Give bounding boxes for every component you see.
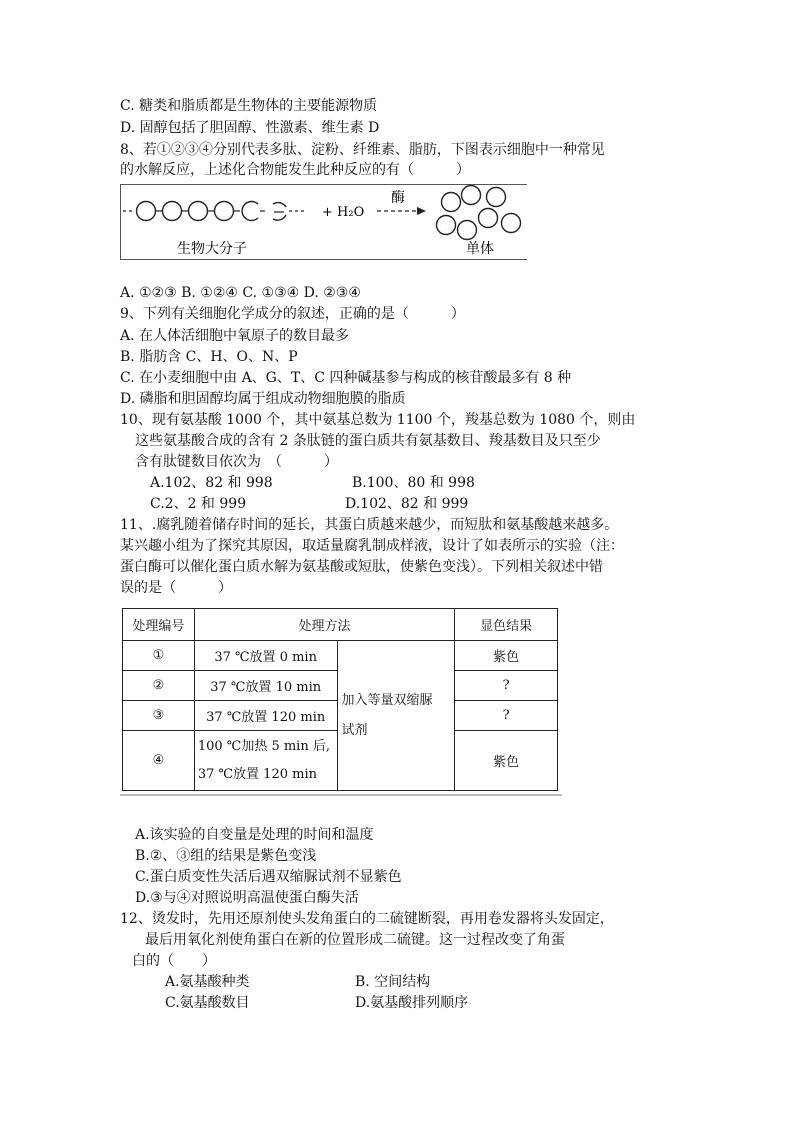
question-11-option-d: D.③与④对照说明高温使蛋白酶失活 xyxy=(135,890,359,906)
table-cell: 37 ℃放置 120 min xyxy=(194,701,337,731)
free-monomer xyxy=(502,214,521,233)
question-12-option-a: A.氨基酸种类 xyxy=(165,974,250,990)
monomer-circle xyxy=(189,202,208,221)
table-cell: ① xyxy=(123,641,195,671)
question-12-option-b: B. 空间结构 xyxy=(355,974,431,990)
free-monomer xyxy=(487,188,506,207)
question-10-line-1: 10、现有氨基酸 1000 个，其中氨基总数为 1100 个，羧基总数为 1080 个，则由 xyxy=(120,412,636,428)
question-11-line-1: 11、.腐乳随着储存时间的延长，其蛋白质越来越少，而短肽和氨基酸越来越多。 xyxy=(120,517,619,533)
question-12-line-1: 12、烫发时，先用还原剂使头发角蛋白的二硫键断裂，再用卷发器将头发固定， xyxy=(120,911,614,927)
option-c-line: C. 糖类和脂质都是生物体的主要能源物质 xyxy=(120,98,378,114)
question-10-option-d: D.102、82 和 999 xyxy=(345,496,469,512)
breaking-arc-top xyxy=(273,203,286,207)
question-8-options: A. ①②③ B. ①②④ C. ①③④ D. ②③④ xyxy=(120,285,361,301)
question-9-option-d: D. 磷脂和胆固醇均属于组成动物细胞膜的脂质 xyxy=(120,391,406,407)
reagent-line-1: 加入等量双缩脲 xyxy=(341,692,433,708)
question-11-option-a: A.该实验的自变量是处理的时间和温度 xyxy=(135,827,374,843)
table-cell: 紫色 xyxy=(455,731,558,791)
table-cell: ? xyxy=(455,701,558,731)
free-monomer xyxy=(442,193,461,212)
monomer-circle xyxy=(215,202,234,221)
reagent-line-2: 试剂 xyxy=(341,722,368,738)
monomer-circle xyxy=(163,202,182,221)
hydrolysis-svg xyxy=(121,185,527,259)
question-11-line-4: 误的是（ ） xyxy=(120,580,232,596)
experiment-table xyxy=(122,608,558,791)
table-cell: 37 ℃放置 0 min xyxy=(194,641,337,671)
table-header-row xyxy=(123,609,558,641)
question-10-option-b: B.100、80 和 998 xyxy=(352,475,475,491)
enzyme-label: 酶 xyxy=(391,190,405,206)
question-9-option-a: A. 在人体活细胞中氧原子的数目最多 xyxy=(120,328,350,344)
question-12-option-d: D.氨基酸排列顺序 xyxy=(355,995,469,1011)
question-10-line-3: 含有肽键数目依次为 （ ） xyxy=(135,454,338,470)
free-monomer xyxy=(437,216,456,235)
header-cell: 显色结果 xyxy=(455,609,558,641)
method-line-2: 37 ℃放置 120 min xyxy=(197,766,317,782)
method-line-1: 100 ℃加热 5 min 后, xyxy=(197,738,330,754)
question-10-line-2: 这些氨基酸合成的含有 2 条肽链的蛋白质共有氨基数目、羧基数目及只至少 xyxy=(135,433,601,449)
water-label: + H₂O xyxy=(322,205,365,220)
table-cell: ? xyxy=(455,671,558,701)
breaking-arc-bottom xyxy=(273,215,286,220)
question-10-option-c: C.2、2 和 999 xyxy=(150,496,247,512)
header-cell: 处理编号 xyxy=(123,609,195,641)
free-monomer xyxy=(479,209,498,228)
table-row xyxy=(123,641,558,671)
question-12-line-2: 最后用氧化剂使角蛋白在新的位置形成二硫键。这一过程改变了角蛋 xyxy=(145,932,565,948)
free-monomer xyxy=(458,221,477,240)
macromolecule-label: 生物大分子 xyxy=(177,241,247,257)
question-9-option-b: B. 脂肪含 C、H、O、N、P xyxy=(120,349,298,365)
header-cell: 处理方法 xyxy=(194,609,454,641)
table-shadow xyxy=(120,794,562,796)
question-12-line-3: 白的（ ） xyxy=(132,953,216,969)
question-11-option-b: B.②、③组的结果是紫色变浅 xyxy=(135,848,317,864)
hydrolysis-diagram xyxy=(120,184,527,260)
option-d-line: D. 固醇包括了胆固醇、性激素、维生素 D xyxy=(120,120,380,136)
table-cell: ③ xyxy=(123,701,195,731)
breaking-circle xyxy=(242,202,258,221)
table-cell xyxy=(194,731,337,791)
table-cell: 紫色 xyxy=(455,641,558,671)
reagent-cell xyxy=(337,641,455,791)
table-cell: ② xyxy=(123,671,195,701)
monomer-circle xyxy=(137,202,156,221)
question-9-stem: 9、下列有关细胞化学成分的叙述，正确的是（ ） xyxy=(120,306,465,322)
question-9-option-c: C. 在小麦细胞中由 A、G、T、C 四种碱基参与构成的核苷酸最多有 8 种 xyxy=(120,370,572,386)
table-cell: ④ xyxy=(123,731,195,791)
table-cell: 37 ℃放置 10 min xyxy=(194,671,337,701)
reaction-arrow-head xyxy=(417,207,426,215)
question-8-line-1: 8、若①②③④分别代表多肽、淀粉、纤维素、脂肪，下图表示细胞中一种常见 xyxy=(120,142,605,158)
question-11-line-3: 蛋白酶可以催化蛋白质水解为氨基酸或短肽，使紫色变浅）。下列相关叙述中错 xyxy=(120,559,603,575)
monomer-label: 单体 xyxy=(466,241,494,257)
free-monomer xyxy=(462,186,481,205)
question-8-line-2: 的水解反应，上述化合物能发生此种反应的有（ ） xyxy=(120,162,470,178)
question-11-line-2: 某兴趣小组为了探究其原因，取适量腐乳制成样液，设计了如表所示的实验（注： xyxy=(120,538,624,554)
question-10-option-a: A.102、82 和 998 xyxy=(150,475,273,491)
question-12-option-c: C.氨基酸数目 xyxy=(165,995,250,1011)
question-11-option-c: C.蛋白质变性失活后遇双缩脲试剂不显紫色 xyxy=(135,869,402,885)
